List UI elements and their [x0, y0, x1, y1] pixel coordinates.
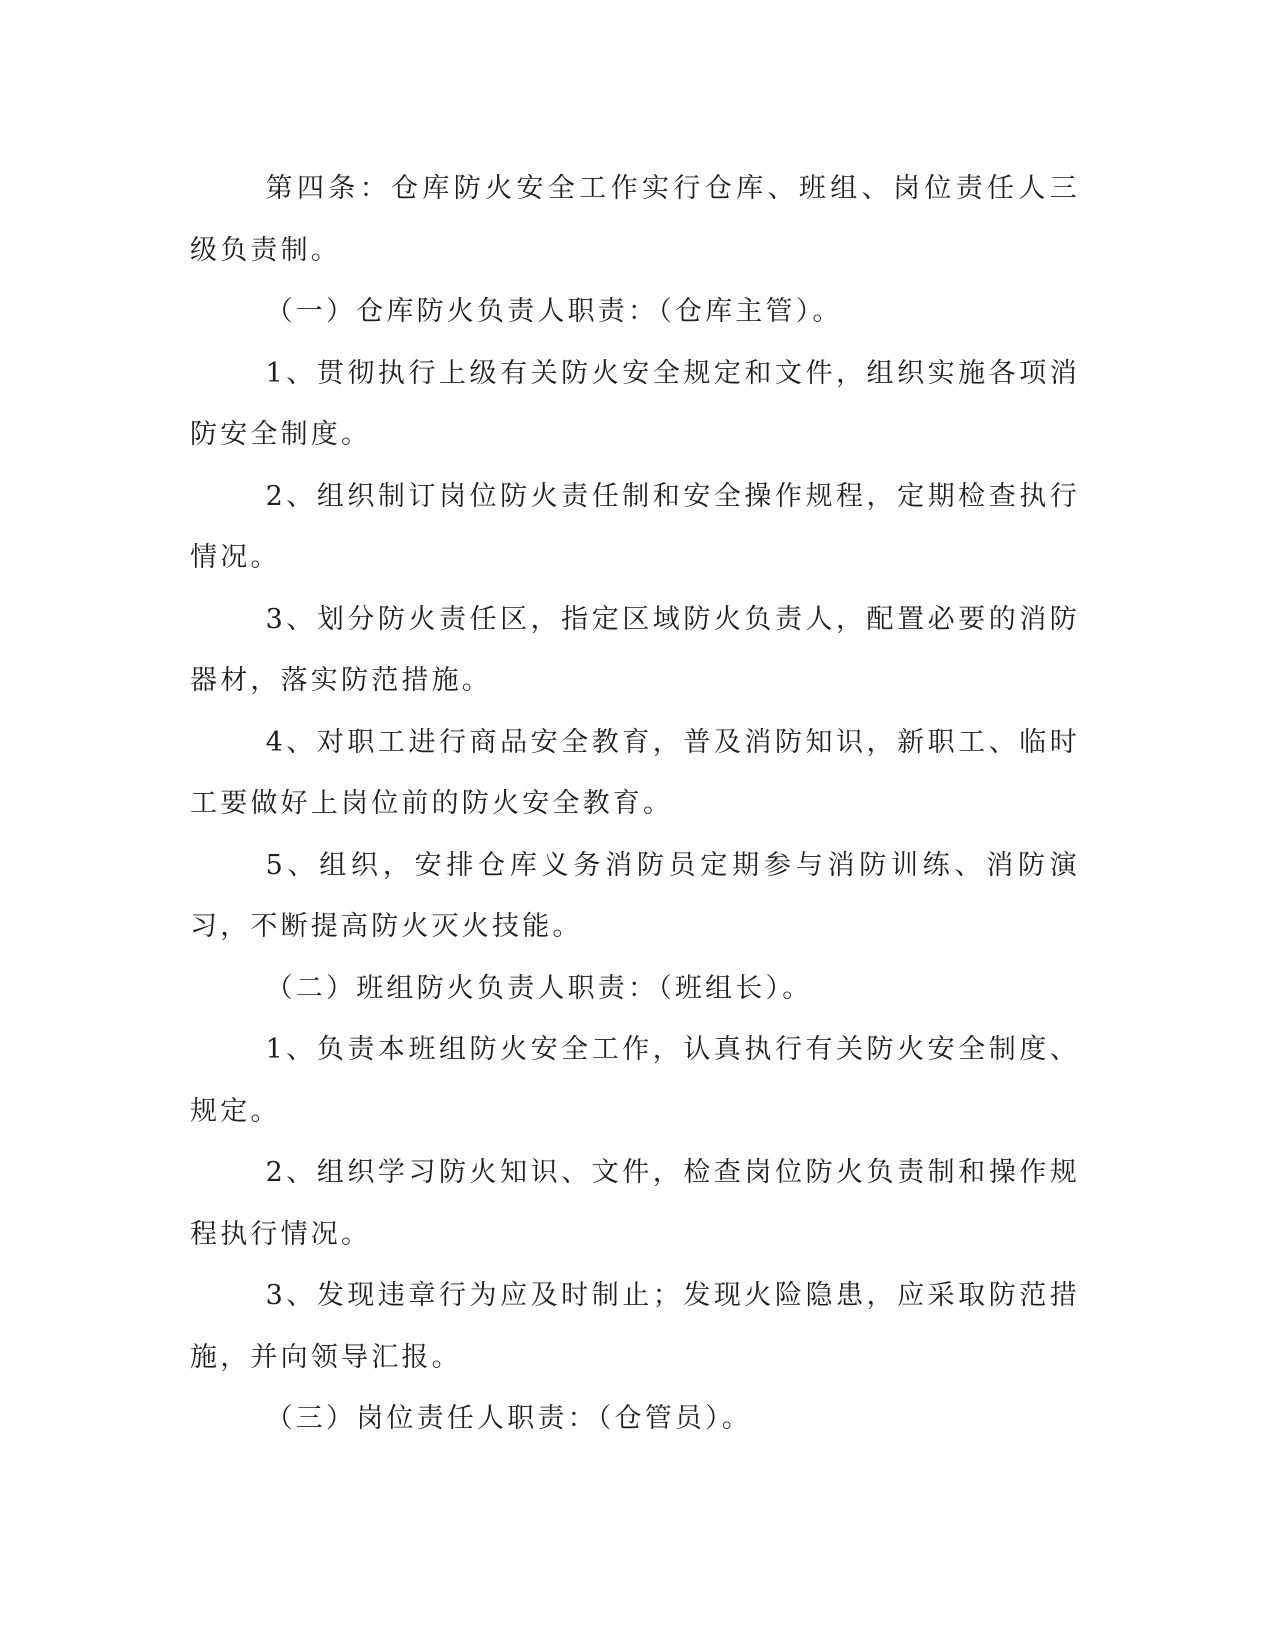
section-1-item-1: 1、贯彻执行上级有关防火安全规定和文件，组织实施各项消防安全制度。 — [190, 357, 1080, 450]
section-2-item-2: 2、组织学习防火知识、文件，检查岗位防火负责制和操作规程执行情况。 — [190, 1157, 1080, 1250]
section-1-item-2: 2、组织制订岗位防火责任制和安全操作规程，定期检查执行情况。 — [190, 480, 1080, 573]
section-1-item-4: 4、对职工进行商品安全教育，普及消防知识，新职工、临时工要做好上岗位前的防火安全教育。 — [190, 726, 1080, 819]
section-1-heading: （一）仓库防火负责人职责：（仓库主管）。 — [265, 296, 843, 327]
section-2-item-1: 1、负责本班组防火安全工作，认真执行有关防火安全制度、规定。 — [190, 1034, 1080, 1127]
section-2-heading: （二）班组防火负责人职责：（班组长）。 — [265, 972, 813, 1004]
article-4-intro: 第四条：仓库防火安全工作实行仓库、班组、岗位责任人三级负责制。 — [190, 173, 1080, 266]
section-2-item-3: 3、发现违章行为应及时制止；发现火险隐患，应采取防范措施，并向领导汇报。 — [190, 1280, 1080, 1373]
section-1-item-3: 3、划分防火责任区，指定区域防火负责人，配置必要的消防器材，落实防范措施。 — [190, 603, 1080, 696]
section-1-item-5: 5、组织，安排仓库义务消防员定期参与消防训练、消防演习，不断提高防火灭火技能。 — [190, 849, 1080, 942]
section-3-heading: （三）岗位责任人职责：（仓管员）。 — [265, 1403, 752, 1434]
document-body — [190, 158, 1080, 1450]
